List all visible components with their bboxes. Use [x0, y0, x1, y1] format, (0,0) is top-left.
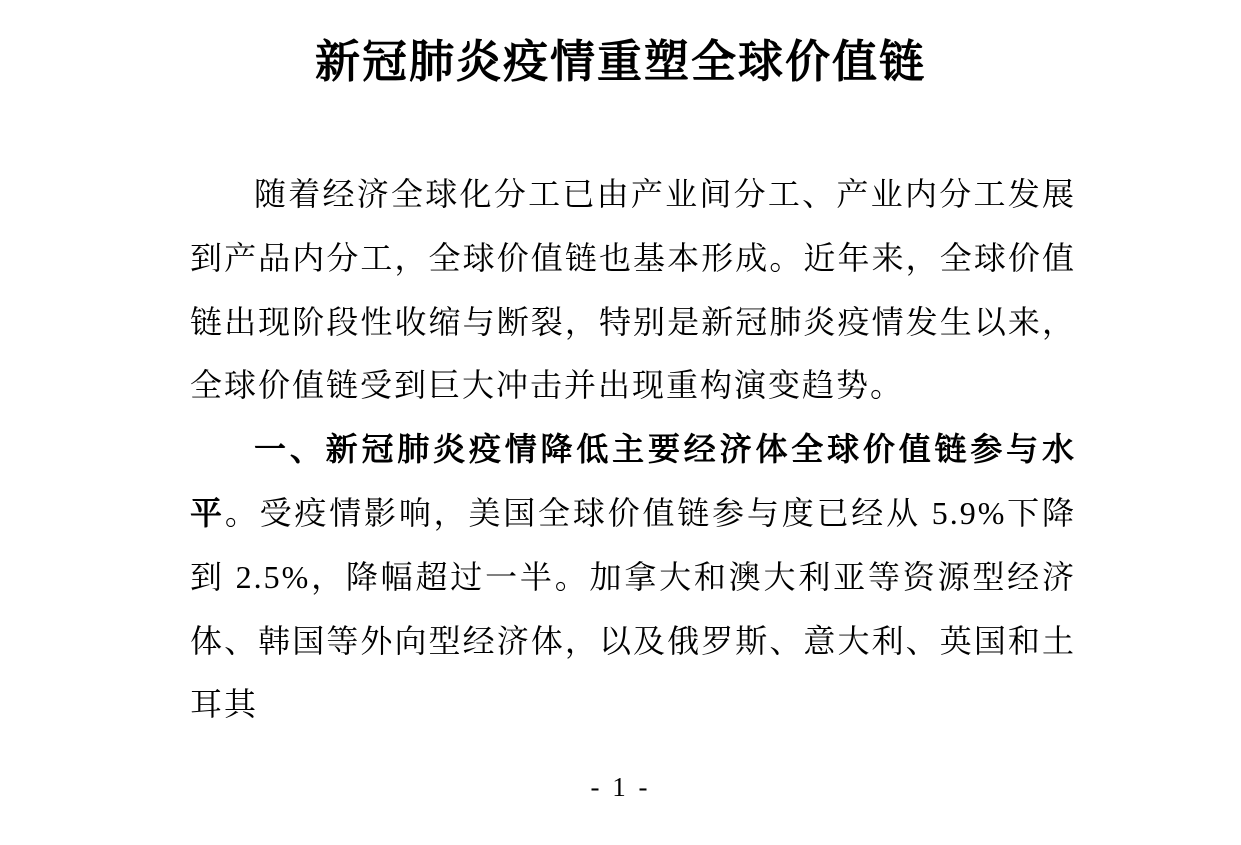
page-number: - 1 -: [590, 772, 651, 802]
paragraph-section-one: [190, 418, 1076, 737]
paragraph-intro-text: 随着经济全球化分工已由产业间分工、产业内分工发展到产品内分工，全球价值链也基本形成。近年来，全球价值链出现阶段性收缩与断裂，特别是新冠肺炎疫情发生以来，全球价值链受到巨大冲击并出现重构演变趋势。: [190, 176, 1076, 404]
document-title: 新冠肺炎疫情重塑全球价值链: [314, 37, 926, 87]
document-body: [190, 163, 1076, 737]
paragraph-intro: [190, 163, 1076, 418]
section-one-heading: 一、新冠肺炎疫情降低主要经济体全球价值链参与水平: [190, 431, 1076, 531]
section-one-text: 。受疫情影响，美国全球价值链参与度已经从 5.9%下降到 2.5%，降幅超过一半。加拿大和澳大利亚等资源型经济体、韩国等外向型经济体，以及俄罗斯、意大利、英国和土耳其: [190, 494, 1076, 723]
